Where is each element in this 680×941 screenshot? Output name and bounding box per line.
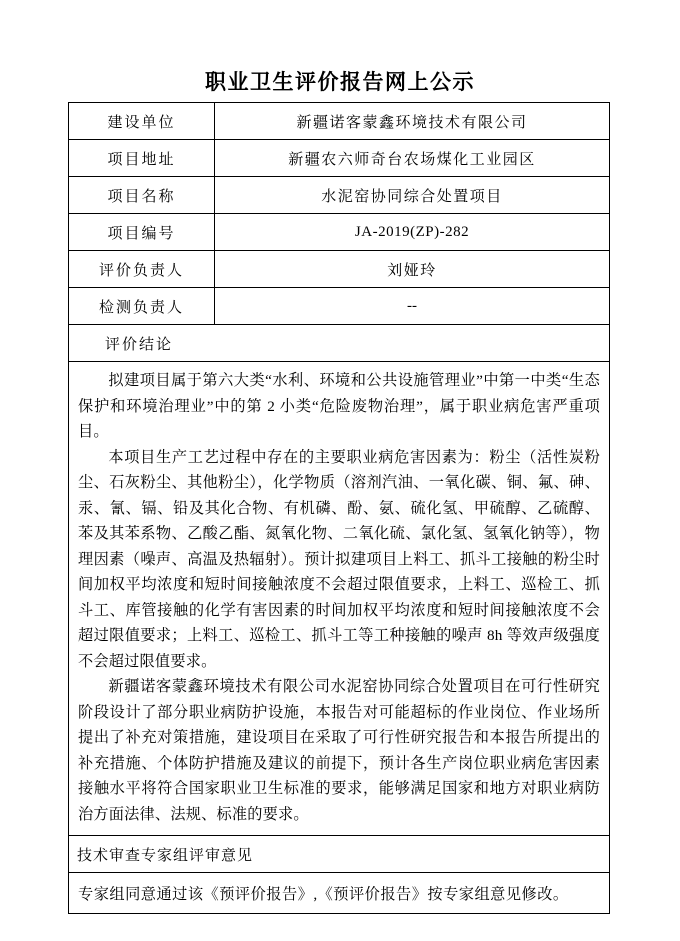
table-row	[69, 214, 610, 251]
review-opinion: 专家组同意通过该《预评价报告》,《预评价报告》按专家组意见修改。	[69, 873, 610, 914]
row-label-evaluation-lead: 评价负责人	[69, 251, 215, 288]
public-notice-table	[68, 102, 610, 914]
table-row-conclusion-body	[69, 362, 610, 836]
conclusion-paragraph-2: 本项目生产工艺过程中存在的主要职业病危害因素为：粉尘（活性炭粉尘、石灰粉尘、其他粉尘），化学物质（溶剂汽油、一氧化碳、铜、氟、砷、汞、氰、镉、铅及其化合物、有机磷、酚、氨、硫化氢、甲硫醇、乙硫醇、苯及其苯系物、乙酸乙酯、氮氧化物、二氧化硫、氯化氢、氢氧化钠等），物理因素（噪声、高温及热辐射）。预计拟建项目上料工、抓斗工接触的粉尘时间加权平均浓度和短时间接触浓度不会超过限值要求，上料工、巡检工、抓斗工、库管接触的化学有害因素的时间加权平均浓度和短时间接触浓度不会超过限值要求；上料工、巡检工、抓斗工等工种接触的噪声 8h 等效声级强度不会超过限值要求。	[78, 448, 600, 670]
table-row	[69, 251, 610, 288]
row-value-project-name: 水泥窑协同综合处置项目	[215, 177, 610, 214]
row-label-project-address: 项目地址	[69, 140, 215, 177]
review-heading: 技术审查专家组评审意见	[69, 836, 610, 873]
table-row	[69, 288, 610, 325]
page-title: 职业卫生评价报告网上公示	[205, 69, 475, 94]
conclusion-body	[69, 362, 610, 836]
conclusion-paragraph-3: 新疆诺客蒙鑫环境技术有限公司水泥窑协同综合处置项目在可行性研究阶段设计了部分职业病防护设施，本报告对可能超标的作业岗位、作业场所提出了补充对策措施，建设项目在采取了可行性研究报告和本报告所提出的补充措施、个体防护措施及建议的前提下，预计各生产岗位职业病危害因素接触水平将符合国家职业卫生标准的要求，能够满足国家和地方对职业病防治方面法律、法规、标准的要求。	[78, 678, 600, 823]
row-label-construction-unit: 建设单位	[69, 103, 215, 140]
row-value-evaluation-lead: 刘娅玲	[215, 251, 610, 288]
row-label-testing-lead: 检测负责人	[69, 288, 215, 325]
table-row-review-opinion	[69, 873, 610, 914]
row-value-project-number: JA-2019(ZP)-282	[215, 214, 610, 251]
row-value-construction-unit: 新疆诺客蒙鑫环境技术有限公司	[215, 103, 610, 140]
conclusion-heading: 评价结论	[69, 325, 610, 362]
table-row	[69, 177, 610, 214]
table-row-review-heading	[69, 836, 610, 873]
row-value-testing-lead: --	[215, 288, 610, 325]
table-row	[69, 140, 610, 177]
row-label-project-name: 项目名称	[69, 177, 215, 214]
table-row-conclusion-heading	[69, 325, 610, 362]
conclusion-paragraph-1: 拟建项目属于第六大类“水利、环境和公共设施管理业”中第一中类“生态保护和环境治理业”中的第 2 小类“危险废物治理”，属于职业病危害严重项目。	[78, 372, 600, 440]
row-value-project-address: 新疆农六师奇台农场煤化工业园区	[215, 140, 610, 177]
row-label-project-number: 项目编号	[69, 214, 215, 251]
table-row	[69, 103, 610, 140]
